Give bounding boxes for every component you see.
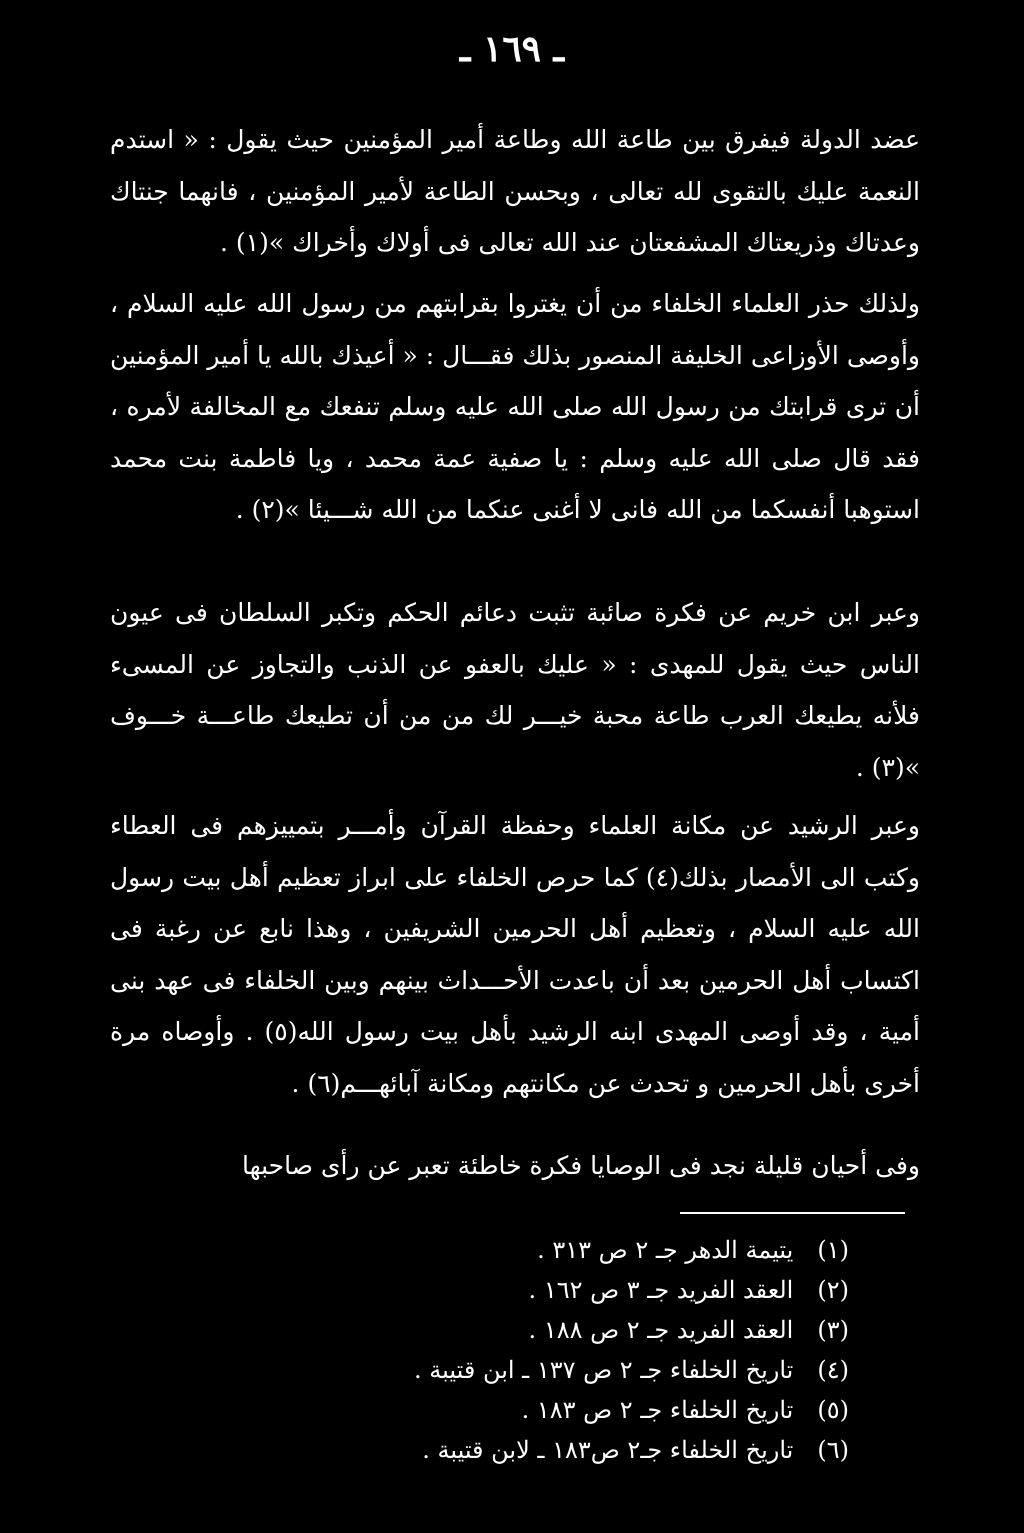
- paragraph-text: عضد الدولة فيفرق بين طاعة الله وطاعة أمير المؤمنين حيث يقول : « استدم النعمة عليك بالتقوى لله تعالى ، وبحسن الطاعة لأمير المؤمنين ، فانهما جنتاك وعدتاك وذريعتاك المشفعتان عند الله تعالى فى أولاك وأخراك »(١) .: [110, 125, 920, 257]
- paragraph-text: وعبر ابن خريم عن فكرة صائبة تثبت دعائم الحكم وتكبر السلطان فى عيون الناس حيث يقول للمهدى : « عليك بالعفو عن الذنب والتجاوز عن المسىء فلأنه يطيعك العرب طاعة محبة خيـــر لك من من أن تطيعك طاعـــة خـــوف »(٣) .: [110, 598, 920, 782]
- paragraph-text: وعبر الرشيد عن مكانة العلماء وحفظة القرآن وأمـــر بتمييزهم فى العطاء وكتب الى الأمصار بذلك(٤) كما حرص الخلفاء على ابراز تعظيم أهل بيت رسول الله عليه السلام ، وتعظيم أهل الحرمين الشريفين ، وهذا نابع عن رغبة فى اكتساب أهل الحرمين بعد أن باعدت الأحـــداث بينهم وبين الخلفاء فى عهد بنى أمية ، وقد أوصى المهدى ابنه الرشيد بأهل بيت رسول الله(٥) . وأوصاه مرة أخرى بأهل الحرمين و تحدث عن مكانتهم ومكانة آبائهـــم(٦) .: [110, 811, 920, 1098]
- footnote-1: [329, 1230, 849, 1270]
- paragraph-3: [110, 587, 920, 793]
- footnote-number: (٦): [817, 1436, 849, 1464]
- footnote-text: العقد الفريد جـ ٣ ص ١٦٢ .: [528, 1276, 794, 1304]
- footnote-3: [329, 1310, 849, 1350]
- paragraph-text: ولذلك حذر العلماء الخلفاء من أن يغتروا بقرابتهم من رسول الله عليه السلام ، وأوصى الأوزاعى الخليفة المنصور بذلك فقـــال : « أعيذك بالله يا أمير المؤمنين أن ترى قرابتك من رسول الله صلى الله عليه وسلم تنفعك مع المخالفة لأمره ، فقد قال صلى الله عليه وسلم : يا صفية عمة محمد ، ويا فاطمة بنت محمد استوهبا أنفسكما من الله فانى لا أغنى عنكما من الله شـــيئا »(٢) .: [110, 289, 920, 524]
- footnote-text: تاريخ الخلفاء جـ ٢ ص ١٨٣ .: [521, 1396, 794, 1424]
- paragraph-5: [110, 1140, 920, 1192]
- paragraph-1: [110, 114, 920, 269]
- footnote-text: تاريخ الخلفاء جـ٢ ص١٨٣ ـ لابن قتيبة .: [422, 1436, 794, 1464]
- footnote-text: يتيمة الدهر جـ ٢ ص ٣١٣ .: [537, 1236, 794, 1264]
- footnote-number: (٤): [817, 1356, 849, 1384]
- footnotes: [329, 1230, 849, 1470]
- footnote-2: [329, 1270, 849, 1310]
- footnote-4: [329, 1350, 849, 1390]
- footnote-number: (٣): [817, 1316, 849, 1344]
- footnote-6: [329, 1430, 849, 1470]
- footnote-text: العقد الفريد جـ ٢ ص ١٨٨ .: [528, 1316, 794, 1344]
- footnote-divider: [680, 1212, 905, 1214]
- footnote-5: [329, 1390, 849, 1430]
- paragraph-text: وفى أحيان قليلة نجد فى الوصايا فكرة خاطئة تعبر عن رأى صاحبها: [242, 1151, 920, 1180]
- paragraph-2: [110, 278, 920, 536]
- paragraph-4: [110, 800, 920, 1109]
- footnote-number: (١): [817, 1236, 849, 1264]
- footnote-text: تاريخ الخلفاء جـ ٢ ص ١٣٧ ـ ابن قتيبة .: [413, 1356, 794, 1384]
- footnote-number: (٥): [817, 1396, 849, 1424]
- page-number: ـ ١٦٩ ـ: [459, 28, 565, 70]
- footnote-number: (٢): [817, 1276, 849, 1304]
